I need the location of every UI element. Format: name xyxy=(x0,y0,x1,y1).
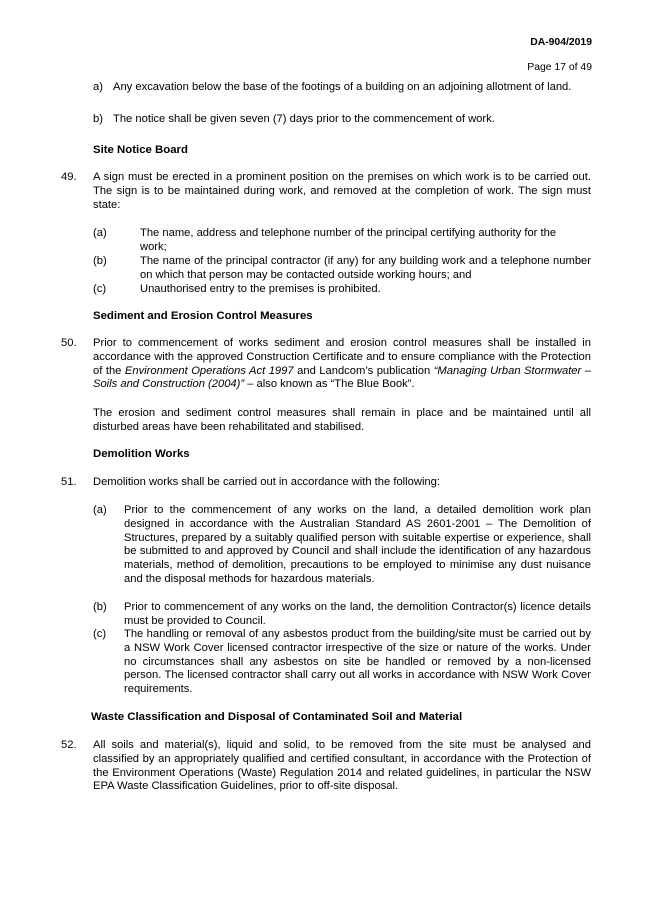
clause-body: A sign must be erected in a prominent position on the premises on which work is to be carried out. The sign is to be maintained during work, and removed at the completion of work. The sign must state: xyxy=(93,171,591,211)
list-item-text: Prior to commencement of any works on the land, the demolition Contractor(s) licence details must be provided to Council. xyxy=(124,601,591,627)
clause-number: 51. xyxy=(61,476,77,488)
list-item-text: Any excavation below the base of the footings of a building on an adjoining allotment of land. xyxy=(113,81,572,93)
list-item-label: (c) xyxy=(93,628,107,640)
clause-body: Prior to commencement of works sediment and erosion control measures shall be installed in accordance with the approved Construction Certificate and to ensure compliance with the Protection of the Environment Operations Act 1997 and Landcom’s publication “Managing Urban Stormwater – Soils and Construction (2004)” – also known as “The Blue Book”. xyxy=(93,337,591,391)
list-item-label: (b) xyxy=(93,255,107,267)
clause-paragraph: The erosion and sediment control measures shall remain in place and be maintained until all disturbed areas have been rehabilitated and stabilised. xyxy=(93,407,591,433)
clause-body: All soils and material(s), liquid and solid, to be removed from the site must be analysed and classified by an appropriately qualified and certified consultant, in accordance with the Protection of the Environment Operations (Waste) Regulation 2014 and related guidelines, in particular the NSW EPA Waste Classification Guidelines, prior to off-site disposal. xyxy=(93,739,591,793)
list-item-label: (a) xyxy=(93,504,107,516)
page-number: Page 17 of 49 xyxy=(527,62,592,73)
list-item-text: The handling or removal of any asbestos product from the building/site must be carried out by a NSW Work Cover licensed contractor irrespective of the size or nature of the works. Under no circumstances shall any asbestos on site be handled or removed by a non-licensed person. The licensed contractor shall carry out all works in accordance with NSW Work Cover requirements. xyxy=(124,628,591,696)
section-heading: Sediment and Erosion Control Measures xyxy=(93,310,313,322)
section-heading: Site Notice Board xyxy=(93,144,188,156)
list-item-text: The name, address and telephone number of the principal certifying authority for the work; xyxy=(140,227,557,253)
list-item-label: b) xyxy=(93,113,103,125)
list-item-text: Prior to the commencement of any works on the land, a detailed demolition work plan designed in accordance with the Australian Standard AS 2601-2001 – The Demolition of Structures, prepared by a suitably qualified person with suitable expertise or experience, shall be submitted to and approved by Council and shall include the identification of any hazardous materials, method of demolition, precautions to be employed to minimise any dust nuisance and the disposal methods for hazardous materials. xyxy=(124,504,591,585)
clause-number: 50. xyxy=(61,337,77,349)
list-item-text: The name of the principal contractor (if any) for any building work and a telephone number on which that person may be contacted outside working hours; and xyxy=(140,255,591,281)
section-heading: Waste Classification and Disposal of Contaminated Soil and Material xyxy=(91,711,463,723)
document-reference: DA-904/2019 xyxy=(530,37,592,48)
clause-number: 49. xyxy=(61,171,77,183)
list-item-text: The notice shall be given seven (7) days prior to the commencement of work. xyxy=(113,113,495,125)
list-item-text: Unauthorised entry to the premises is prohibited. xyxy=(140,283,381,295)
clause-number: 52. xyxy=(61,739,77,751)
list-item-label: a) xyxy=(93,81,103,93)
list-item-label: (b) xyxy=(93,601,107,613)
list-item-label: (a) xyxy=(93,227,107,239)
list-item-label: (c) xyxy=(93,283,107,295)
clause-body: Demolition works shall be carried out in accordance with the following: xyxy=(93,476,440,488)
section-heading: Demolition Works xyxy=(93,448,190,460)
